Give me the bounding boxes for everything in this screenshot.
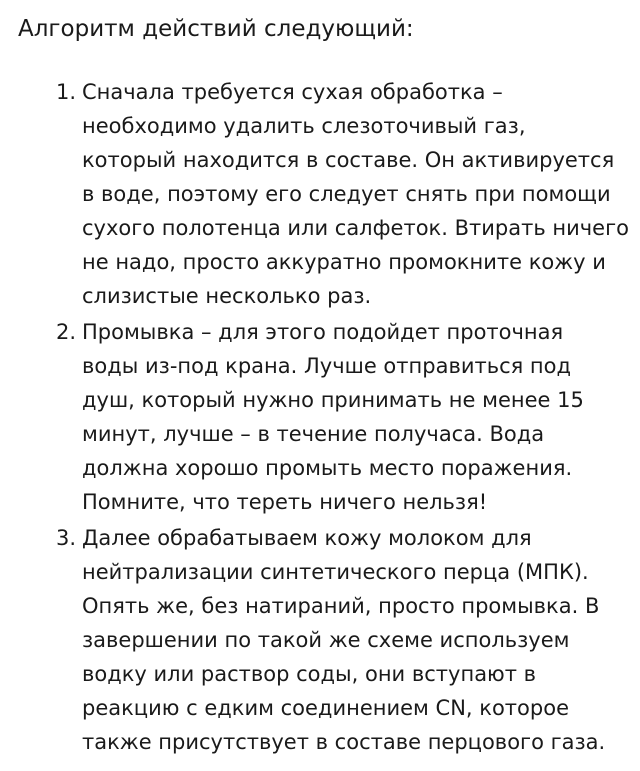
step-text-line: душ, который нужно принимать не менее 15 <box>82 388 584 412</box>
step-number: 3. <box>56 526 77 550</box>
step-text-line: нейтрализации синтетического перца (МПК). <box>82 560 589 584</box>
step-text-line: минут, лучше – в течение получаса. Вода <box>82 422 545 446</box>
step-text-line: воды из-под крана. Лучше отправиться под <box>82 354 572 378</box>
step-text-line: который находится в составе. Он активируется <box>82 148 615 172</box>
step-text-line: должна хорошо промыть место поражения. <box>82 456 573 480</box>
step-text-line: реакцию с едким соединением CN, которое <box>82 696 569 720</box>
steps-list <box>0 75 629 761</box>
step-text-line: сухого полотенца или салфеток. Втирать ничего <box>82 216 629 240</box>
step-text-line: завершении по такой же схеме используем <box>82 628 570 652</box>
step-text-line: в воде, поэтому его следует снять при помощи <box>82 182 611 206</box>
step-text-line: необходимо удалить слезоточивый газ, <box>82 114 526 138</box>
step-number: 2. <box>56 320 77 344</box>
step-text-line: водку или раствор соды, они вступают в <box>82 662 537 686</box>
step-text-line: Промывка – для этого подойдет проточная <box>82 320 564 344</box>
step-text-line: Опять же, без натираний, просто промывка. В <box>82 594 600 618</box>
step-text-line: Сначала требуется сухая обработка – <box>82 80 503 104</box>
step-item <box>0 75 629 313</box>
step-text-line: также присутствует в составе перцового газа. <box>82 730 606 754</box>
step-number: 1. <box>56 80 77 104</box>
step-item <box>0 521 629 759</box>
step-text-line: Далее обрабатываем кожу молоком для <box>82 526 532 550</box>
heading: Алгоритм действий следующий: <box>18 16 414 42</box>
step-text-line: слизистые несколько раз. <box>82 284 372 308</box>
step-text-line: Помните, что тереть ничего нельзя! <box>82 490 488 514</box>
step-item <box>0 315 629 519</box>
step-text-line: не надо, просто аккуратно промокните кожу и <box>82 250 606 274</box>
